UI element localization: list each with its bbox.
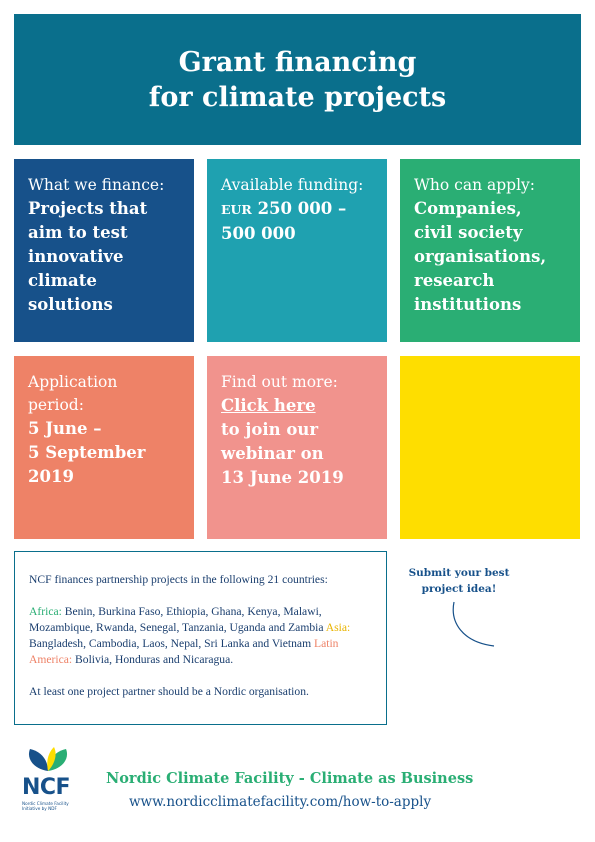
info-countries: Africa: Benin, Burkina Faso, Ethiopia, Ghana, Kenya, Malawi, Mozambique, Rwanda, Senegal, Tanzania, Uganda and Zambia Asia: Bangladesh, Cambodia, Laos, Nepal, Sri Lanka and Vietnam Latin America: Bolivia, Honduras and Nicaragua. [29, 605, 351, 666]
submit-callout: Submit your best project idea! [408, 567, 510, 595]
info-intro: NCF finances partnership projects in the following 21 countries: [29, 573, 328, 586]
page-title [118, 45, 478, 115]
tile-body: Click here to join our webinar on 13 June 2019 [221, 396, 344, 487]
tile-available-funding [207, 159, 387, 342]
tile-yellow-blank [400, 356, 580, 539]
webinar-link[interactable]: Click here [221, 396, 316, 415]
tile-body: 5 June – 5 September 2019 [28, 419, 146, 486]
tile-who-can-apply [400, 159, 580, 342]
tile-lead: What we finance: [28, 176, 165, 194]
tile-body: EUR 250 000 – 500 000 [221, 199, 347, 243]
title-line-2: for climate projects [148, 81, 447, 113]
tile-lead: Available funding: [221, 176, 364, 194]
ncf-logo-text: NCF [22, 775, 71, 800]
tile-application-period [14, 356, 194, 539]
tile-what-we-finance [14, 159, 194, 342]
tile-lead: Who can apply: [414, 176, 536, 194]
tile-body: Projects that aim to test innovative climate solutions [28, 199, 148, 314]
asia-label: Asia: [325, 621, 351, 634]
info-note: At least one project partner should be a Nordic organisation. [29, 685, 309, 698]
footer-title: Nordic Climate Facility - Climate as Business [106, 770, 474, 787]
currency-label: EUR [221, 202, 252, 217]
tile-lead: Application period: [28, 373, 118, 414]
tile-body: Companies, civil society organisations, research institutions [414, 199, 547, 314]
countries-info-box [14, 551, 387, 725]
latin-america-label: Latin America: [29, 637, 339, 666]
tile-find-out-more [207, 356, 387, 539]
header-banner [14, 14, 581, 145]
africa-label: Africa: [29, 605, 62, 618]
curved-arrow-icon [448, 600, 498, 648]
footer-url-link[interactable]: www.nordicclimatefacility.com/how-to-apply [129, 794, 432, 810]
ncf-logo-subtext: Nordic Climate Facility Initiative by NDF [22, 801, 69, 811]
title-line-1: Grant financing [178, 46, 417, 78]
tile-lead: Find out more: [221, 373, 338, 391]
